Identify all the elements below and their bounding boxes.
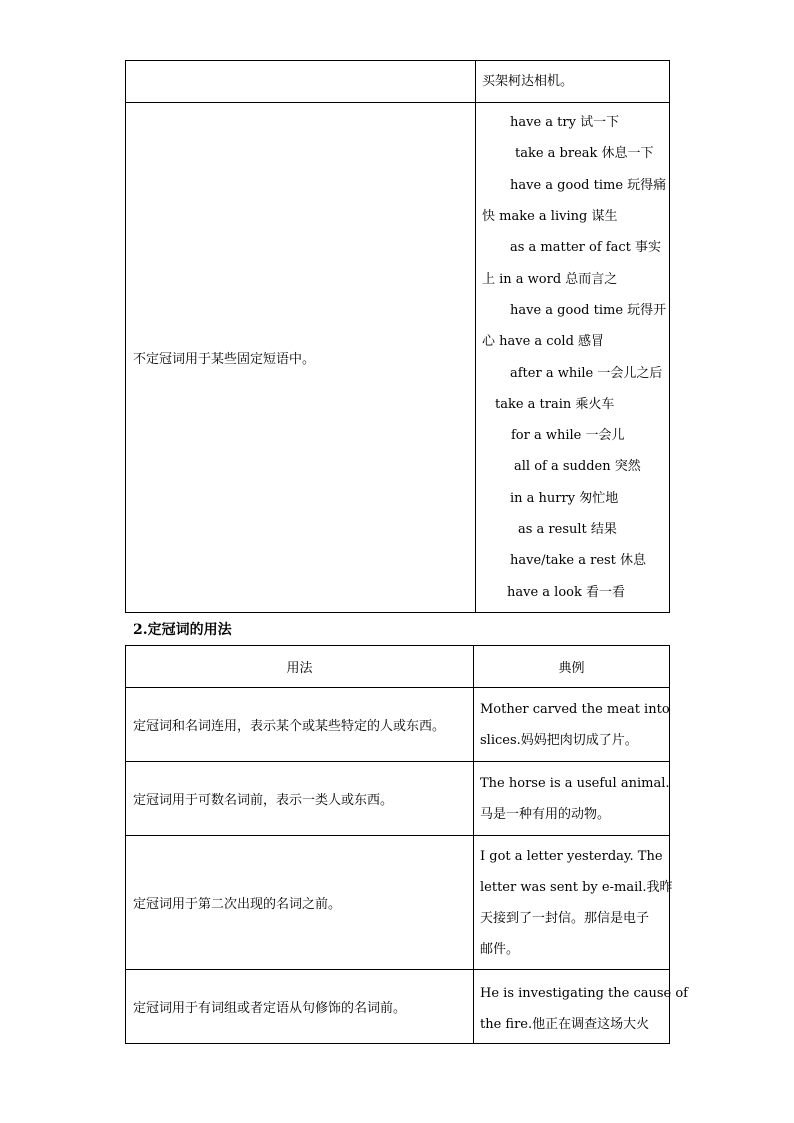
example-line: 马是一种有用的动物。	[480, 806, 611, 822]
table-row	[126, 61, 670, 103]
phrase-line: as a result 结果	[518, 521, 617, 537]
phrase-line: take a train 乘火车	[495, 396, 615, 412]
example-line: He is investigating the cause of	[480, 985, 688, 1001]
usage-cell: 定冠词用于有词组或者定语从句修饰的名词前。	[126, 970, 474, 1044]
phrase-line: 心 have a cold 感冒	[482, 334, 605, 350]
example-cell	[474, 688, 670, 762]
example-line: 邮件。	[480, 941, 520, 957]
phrase-line: all of a sudden 突然	[514, 459, 641, 475]
table-row	[126, 762, 670, 836]
table-row	[126, 836, 670, 970]
usage-cell	[126, 61, 476, 103]
section-heading: 2.定冠词的用法	[133, 622, 232, 638]
column-header-usage: 用法	[126, 646, 474, 688]
phrase-line: have a good time 玩得痛	[510, 177, 667, 193]
phrase-line: 快 make a living 谋生	[482, 209, 618, 225]
example-line: letter was sent by e-mail.我昨	[480, 879, 673, 895]
phrase-line: 上 in a word 总而言之	[482, 271, 618, 287]
example-cell	[474, 836, 673, 970]
phrase-line: have a try 试一下	[510, 115, 620, 131]
phrase-line: after a while 一会儿之后	[510, 365, 663, 381]
table-header-row	[126, 646, 670, 688]
usage-cell: 定冠词用于第二次出现的名词之前。	[126, 836, 474, 970]
example-line: The horse is a useful animal.	[480, 775, 670, 791]
phrase-line: have a look 看一看	[507, 584, 625, 600]
example-line: slices.妈妈把肉切成了片。	[480, 732, 638, 748]
phrase-line: for a while 一会儿	[511, 428, 625, 444]
phrase-line: take a break 休息一下	[515, 146, 654, 162]
definite-article-usage-table	[125, 645, 688, 1044]
example-cell	[474, 970, 688, 1044]
indefinite-article-table-continued	[125, 60, 670, 613]
usage-cell: 定冠词用于可数名词前，表示一类人或东西。	[126, 762, 474, 836]
example-line: 天接到了一封信。那信是电子	[480, 910, 650, 926]
phrase-line: have/take a rest 休息	[510, 553, 647, 569]
table-row	[126, 688, 670, 762]
table-row	[126, 970, 670, 1044]
example-cell: 买架柯达相机。	[476, 61, 670, 103]
column-header-example: 典例	[474, 646, 670, 688]
example-cell	[474, 762, 670, 836]
phrase-line: have a good time 玩得开	[510, 302, 667, 318]
example-line: the fire.他正在调查这场大火	[480, 1016, 650, 1032]
example-line: I got a letter yesterday. The	[480, 848, 663, 864]
phrase-list-cell	[476, 103, 670, 613]
usage-cell: 不定冠词用于某些固定短语中。	[126, 103, 476, 613]
phrase-line: as a matter of fact 事实	[510, 240, 661, 256]
example-line: Mother carved the meat into	[480, 701, 670, 717]
phrase-line: in a hurry 匆忙地	[510, 490, 619, 506]
usage-cell: 定冠词和名词连用，表示某个或某些特定的人或东西。	[126, 688, 474, 762]
table-row	[126, 103, 670, 613]
